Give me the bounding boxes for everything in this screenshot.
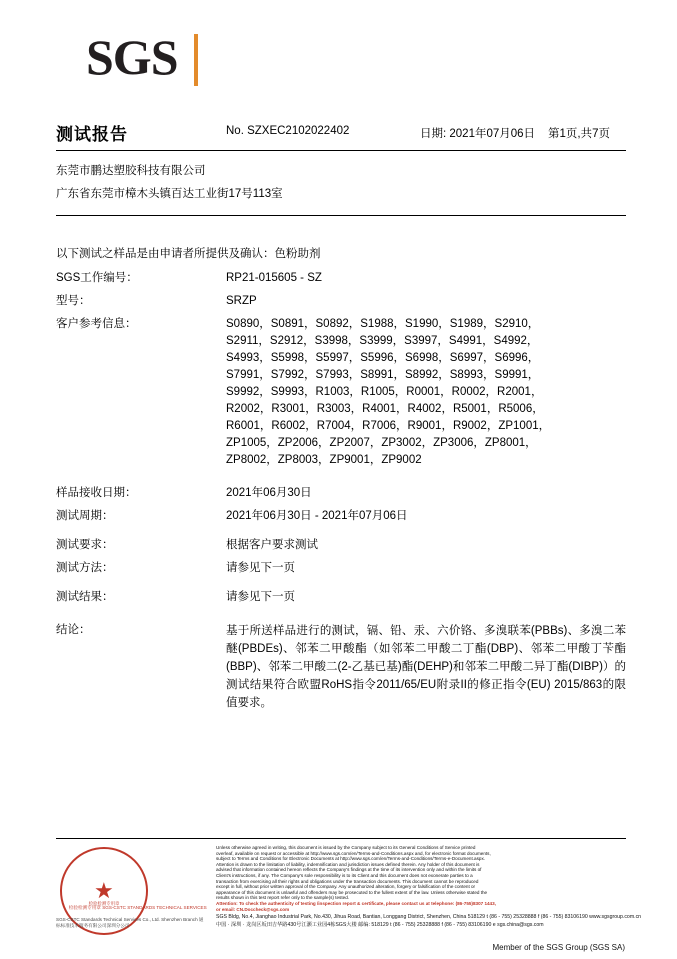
conclusion-text: 基于所送样品进行的测试，镉、铅、汞、六价铬、多溴联苯(PBBs)、多溴二苯醚(PBDEs)、邻苯二甲酸酯（如邻苯二甲酸二丁酯(DBP)、邻苯二甲酸丁苄酯(BBP)、邻苯二甲酸二(2-乙基已基)酯(DEHP)和邻苯二甲酸二异丁酯(DIBP)）的测试结果符合欧盟RoHS指令2011/65/EU附录II的修正指令(EU) 2015/863的限值要求。 (226, 625, 626, 709)
field-value: 2021年06月30日 (226, 487, 312, 499)
field-value: 请参见下一页 (226, 562, 295, 574)
field-label: 结论： (56, 624, 91, 636)
client-ref-line: S7991，S7992，S7993，S8991，S8992，S8993，S9991， (226, 369, 540, 381)
divider-middle (56, 215, 626, 216)
legal-line: except in full, without prior written approval of the Company. Any unauthorized alteration, forgery or falsification of the content or (216, 884, 476, 890)
field-label: 测试要求： (56, 539, 114, 551)
legal-line: Attention is drawn to the limitation of liability, indemnification and jurisdiction issues defined therein. Any holder of this document is (216, 861, 480, 867)
field-row-client-reference (56, 316, 626, 469)
page-indicator: 第1页,共7页 (548, 128, 610, 140)
report-number: No. SZXEC2102022402 (226, 125, 350, 137)
stamp-star-icon: ★ (94, 878, 114, 903)
footer-company-caption: SGS-CSTC Standards Technical Services Co., Ltd. Shenzhen Branch 通标标准技术服务有限公司深圳分公司 (56, 917, 204, 928)
client-ref-line: ZP1005，ZP2006，ZP2007，ZP3002，ZP3006，ZP8001， (226, 437, 537, 449)
field-value: RP21-015605 - SZ (226, 272, 322, 284)
legal-line: transaction from exercising all their rights and obligations under the transaction documents. This document cannot be reproduced (216, 878, 479, 884)
field-row-test-period (56, 508, 626, 525)
legal-line: Unless otherwise agreed in writing, this document is issued by the Company subject to its General Conditions of Service printed (216, 845, 476, 850)
footer-address-line: 中国 · 深圳 · 龙岗区坂田吉华路430号江灏工业园4栋SGS大楼 邮编: 518129 t (86 - 755) 25328888 f (86 - 755) 83106190 e sgs.china@sgs.com (216, 922, 544, 928)
legal-line: appearance of this document is unlawful and offenders may be prosecuted to the fullest extent of the law. Unless otherwise stated the (216, 889, 488, 895)
client-ref-line: S9992，S9993，R1003，R1005，R0001，R0002，R2001， (226, 386, 543, 398)
footer-address-line: SGS Bldg, No.4, Jianghao Industrial Park, No.430, Jihua Road, Bantian, Longgang District, Shenzhen, China 518129 t (86 - 755) 25328888 f (86 - 755) 83106190 www.sgsgroup.com.cn (216, 914, 642, 920)
field-label: 测试方法： (56, 562, 114, 574)
client-ref-line: S4993，S5998，S5997，S5996，S6998，S6997，S6996， (226, 352, 540, 364)
company-address: 广东省东莞市樟木头镇百达工业街17号113室 (56, 188, 283, 200)
field-label: 测试结果： (56, 591, 114, 603)
sample-intro: 以下测试之样品是由申请者所提供及确认：色粉助剂 (56, 248, 321, 260)
field-row-model (56, 293, 626, 310)
divider-footer (56, 838, 626, 839)
spacer (56, 475, 626, 485)
field-row-received-date (56, 485, 626, 502)
field-row-test-method (56, 560, 626, 577)
field-value: 2021年06月30日 - 2021年07月06日 (226, 510, 408, 522)
field-value: 根据客户要求测试 (226, 539, 318, 551)
company-name: 东莞市鹏达塑胶科技有限公司 (56, 165, 206, 177)
spacer (56, 612, 626, 622)
legal-line: results shown in this test report refer only to the sample(s) tested. (216, 895, 350, 901)
report-date: 日期: 2021年07月06日 (420, 128, 536, 140)
client-ref-line: S0890，S0891，S0892，S1988，S1990，S1989，S2910， (226, 318, 540, 330)
client-ref-line: R6001，R6002，R7004，R7006，R9001，R9002，ZP1001， (226, 420, 551, 432)
logo-accent-bar (194, 34, 198, 86)
field-value: 请参见下一页 (226, 591, 295, 603)
stamp-ring-label: 检验检测专用章 SGS-CSTC STANDARDS TECHNICAL SERVICES (68, 905, 207, 911)
field-label: 客户参考信息： (56, 318, 137, 330)
sgs-logo-text: SGS (86, 29, 178, 85)
client-ref-line: S2911，S2912，S3998，S3999，S3997，S4991，S4992， (226, 335, 539, 347)
footer-member-text: Member of the SGS Group (SGS SA) (492, 943, 625, 952)
title-row (56, 120, 626, 144)
field-row-conclusion (56, 622, 626, 712)
field-value-multiline (226, 316, 626, 469)
field-value: SRZP (226, 295, 257, 307)
page-title: 测试报告 (56, 125, 128, 144)
field-label: SGS工作编号： (56, 272, 138, 284)
field-label: 样品接收日期： (56, 487, 137, 499)
attention-email-line: or email: CN.Doccheck@sgs.com (216, 906, 290, 912)
divider-top (56, 150, 626, 151)
legal-line: overleaf, available on request or accessible at http://www.sgs.com/en/Terms-and-Conditions.aspx and, for electronic format documents, (216, 850, 491, 856)
sgs-logo (86, 29, 196, 88)
legal-line: Client's instructions, if any. The Company's sole responsibility is to its Client and this document does not exonerate parties to a (216, 872, 473, 878)
footer-legal-text (216, 845, 677, 912)
field-row-test-result (56, 589, 626, 606)
footer-address-block (216, 913, 677, 929)
field-row-test-requirement (56, 537, 626, 554)
legal-line: subject to Terms and Conditions for Electronic Documents at http://www.sgs.com/en/Terms-and-Conditions/Terms-e-Document.aspx. (216, 856, 486, 862)
field-label: 测试周期： (56, 510, 114, 522)
client-ref-line: R2002，R3001，R3003，R4001，R4002，R5001，R5006， (226, 403, 544, 415)
field-label: 型号： (56, 295, 91, 307)
fields-table (56, 270, 626, 718)
stamp-center-text: 检验检测专用章 (88, 901, 120, 906)
client-ref-line: ZP8002，ZP8003，ZP9001，ZP9002 (226, 454, 422, 466)
legal-line: advised that information contained hereon reflects the Company's findings at the time of its intervention only and within the limits of (216, 867, 482, 873)
attention-line: Attention: To check the authenticity of testing /inspection report & certificate, please contact us at telephone: (86-755)8307 1443, (216, 900, 496, 906)
field-row-job-no (56, 270, 626, 287)
